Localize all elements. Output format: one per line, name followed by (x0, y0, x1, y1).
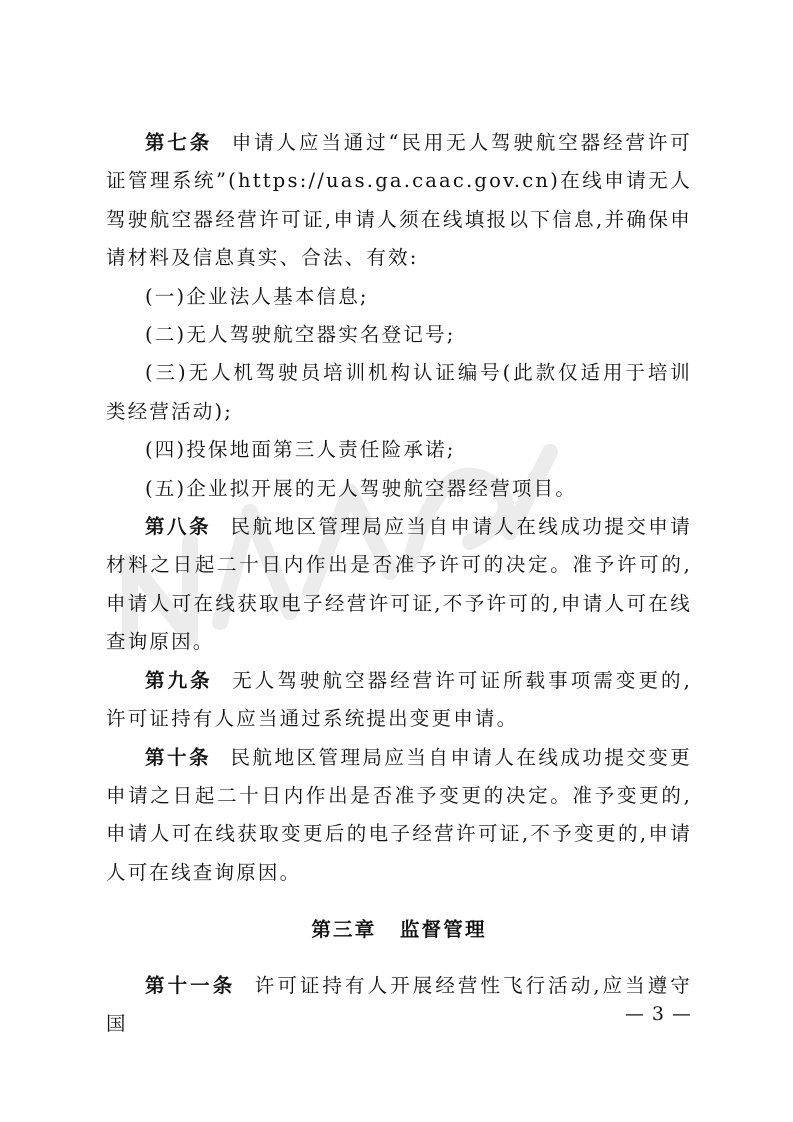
list-item: (一)企业法人基本信息; (145, 284, 369, 308)
list-item: (三)无人机驾驶员培训机构认证编号(此款仅适用于培训类经营活动); (106, 361, 692, 423)
article-label: 第八条 (145, 515, 211, 539)
body-text (106, 124, 692, 1043)
list-item: (二)无人驾驶航空器实名登记号; (145, 323, 456, 347)
article-9 (106, 662, 692, 739)
article-10 (106, 739, 692, 893)
list-item: (五)企业拟开展的无人驾驶航空器经营项目。 (145, 476, 577, 500)
article-label: 第十一条 (145, 973, 236, 997)
chapter-number: 第三章 (311, 918, 377, 942)
list-item: (四)投保地面第三人责任险承诺; (145, 438, 456, 462)
chapter-title: 监督管理 (399, 918, 487, 942)
article-text: 民航地区管理局应当自申请人在线成功提交申请材料之日起二十日内作出是否准予许可的决定。准予许可的,申请人可在线获取电子经营许可证,不予许可的,申请人可在线查询原因。 (106, 515, 692, 654)
article-label: 第七条 (145, 131, 213, 154)
article-11 (106, 967, 692, 1044)
page-number: — 3 — (624, 1003, 692, 1025)
article-8 (106, 508, 692, 662)
article-text: 许可证持有人开展经营性飞行活动,应当遵守国 (106, 973, 692, 1035)
article-label: 第九条 (145, 668, 213, 692)
chapter-heading (106, 911, 692, 949)
article-text: 无人驾驶航空器经营许可证所载事项需变更的,许可证持有人应当通过系统提出变更申请。 (106, 668, 692, 731)
article-label: 第十条 (145, 745, 211, 769)
article-text: 申请人应当通过“民用无人驾驶航空器经营许可证管理系统”(https://uas.ga.caac.gov.cn)在线申请无人驾驶航空器经营许可证,申请人须在线填报以下信息,并确保申请材料及信息真实、合法、有效: (106, 131, 692, 270)
article-7 (106, 124, 692, 278)
article-text: 民航地区管理局应当自申请人在线成功提交变更申请之日起二十日内作出是否准予变更的决定。准予变更的,申请人可在线获取变更后的电子经营许可证,不予变更的,申请人可在线查询原因。 (106, 745, 692, 884)
